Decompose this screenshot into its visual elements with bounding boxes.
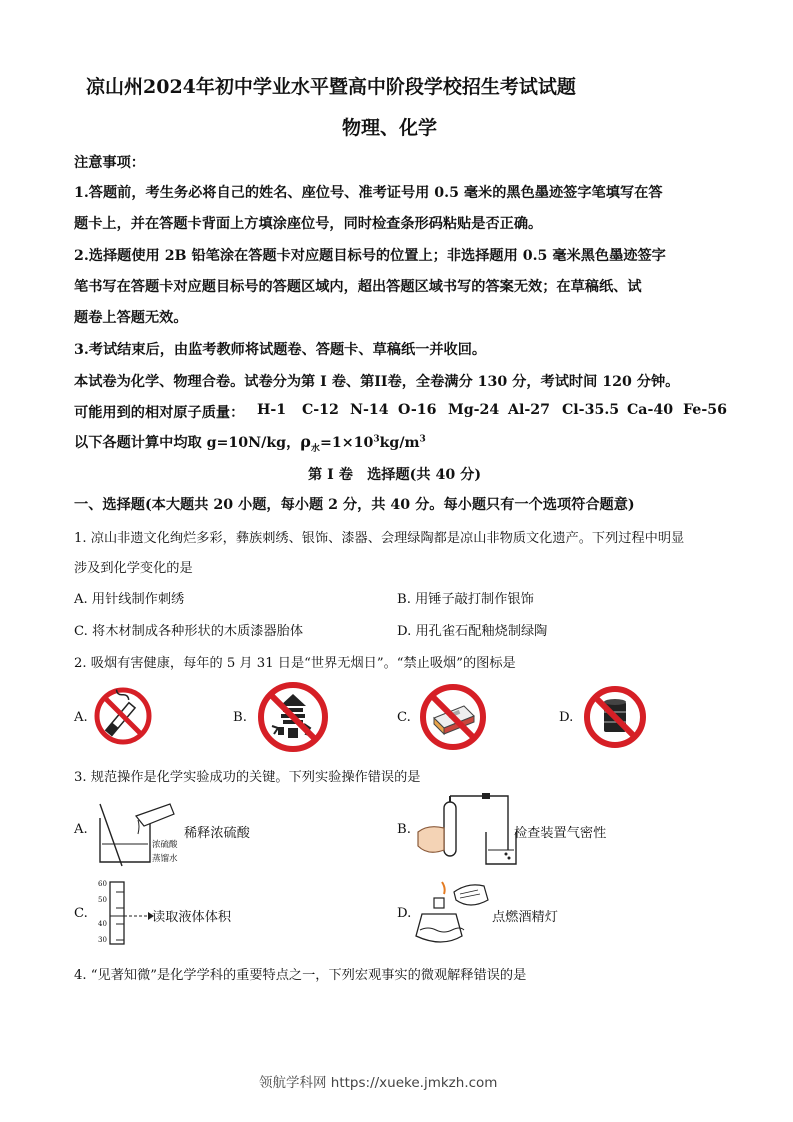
notice-line: 题卡上，并在答题卡背面上方填涂座位号，同时检查条形码粘贴是否正确。 [74, 216, 543, 232]
beaker-label-acid: 浓硫酸 [152, 840, 178, 850]
q2-label-a: A. [74, 710, 88, 725]
q1-option-a: A. 用针线制作刺绣 [74, 592, 185, 607]
section1-heading: 一、选择题(本大题共 20 小题，每小题 2 分，共 40 分。每小题只有一个选项符合题意) [74, 497, 635, 513]
atomic-mass-item: H-1 [257, 402, 287, 418]
rho-exponent: 3 [373, 434, 380, 445]
no-smoking-sign-a [93, 686, 153, 746]
rho-symbol: ρ [300, 432, 311, 451]
q3-caption-d: 点燃酒精灯 [492, 910, 558, 925]
cylinder-tick: 40 [98, 920, 107, 928]
q3-caption-b: 检查装置气密性 [514, 826, 607, 841]
q3-caption-a: 稀释浓硫酸 [184, 826, 250, 841]
q1-stem: 1. 凉山非遗文化绚烂多彩，彝族刺绣、银饰、漆器、会理绿陶都是凉山非物质文化遗产。下列过程中明显 [74, 531, 685, 546]
notice-line: 题卷上答题无效。 [74, 310, 188, 326]
q3-label-d: D. [397, 906, 412, 921]
q2-label-c: C. [397, 710, 411, 725]
rho-unit: kg/m [379, 435, 420, 451]
q1-option-c: C. 将木材制成各种形状的木质漆器胎体 [74, 624, 304, 639]
rho-value: =1×10 [319, 435, 374, 451]
q3-caption-c: 读取液体体积 [152, 910, 232, 925]
beaker-label-water: 蒸馏水 [152, 854, 178, 864]
notice-line: 本试卷为化学、物理合卷。试卷分为第 I 卷、第II卷，全卷满分 130 分，考试时间 120 分钟。 [74, 374, 680, 390]
atomic-mass-item: C-12 [302, 402, 339, 418]
cylinder-tick: 50 [98, 896, 107, 904]
notice-line: 笔书写在答题卡对应题目标号的答题区域内，超出答题区域书写的答案无效；在草稿纸、试 [74, 279, 642, 295]
atomic-mass-item: Fe-56 [683, 402, 727, 418]
q1-option-b: B. 用锤子敲打制作银饰 [397, 592, 534, 607]
q3-label-c: C. [74, 906, 88, 921]
atomic-mass-label: 可能用到的相对原子质量： [74, 405, 245, 421]
rho-subscript: 水 [310, 443, 320, 454]
part1-heading: 第 I 卷 选择题(共 40 分) [308, 467, 482, 483]
page-subtitle: 物理、化学 [342, 117, 438, 139]
notice-heading: 注意事项： [74, 155, 145, 171]
q3-label-a: A. [74, 822, 88, 837]
q2-label-b: B. [233, 710, 247, 725]
notice-line: 3.考试结束后，由监考教师将试题卷、答题卡、草稿纸一并收回。 [74, 342, 487, 358]
no-smoking-sign-d [582, 684, 648, 750]
q3-stem: 3. 规范操作是化学实验成功的关键。下列实验操作错误的是 [74, 770, 421, 785]
q4-stem: 4. “见著知微”是化学学科的重要特点之一，下列宏观事实的微观解释错误的是 [74, 968, 527, 983]
notice-line: 2.选择题使用 2B 铅笔涂在答题卡对应题目标号的位置上；非选择题用 0.5 毫米黑色墨迹签字 [74, 248, 666, 264]
constants-text: 以下各题计算中均取 g=10N/kg， [74, 435, 301, 451]
constants-line [74, 432, 426, 454]
cylinder-tick: 30 [98, 936, 107, 944]
atomic-mass-item: O-16 [398, 402, 437, 418]
airtightness-diagram [412, 792, 522, 872]
atomic-mass-item: Mg-24 [448, 402, 500, 418]
footer-watermark: 领航学科网 https://xueke.jmkzh.com [259, 1075, 498, 1091]
cylinder-tick: 60 [98, 880, 107, 888]
atomic-mass-item: Ca-40 [627, 402, 674, 418]
q3-label-b: B. [397, 822, 411, 837]
q2-label-d: D. [559, 710, 574, 725]
notice-line: 1.答题前，考生务必将自己的姓名、座位号、准考证号用 0.5 毫米的黑色墨迹签字笔填写在答 [74, 185, 663, 201]
atomic-mass-item: N-14 [350, 402, 389, 418]
rho-unit-exponent: 3 [419, 434, 426, 445]
no-smoking-sign-b [256, 680, 330, 754]
q2-stem: 2. 吸烟有害健康，每年的 5 月 31 日是“世界无烟日”。“禁止吸烟”的图标是 [74, 656, 516, 671]
q1-stem: 涉及到化学变化的是 [74, 561, 193, 576]
page-title: 凉山州2024年初中学业水平暨高中阶段学校招生考试试题 [86, 76, 576, 98]
atomic-mass-item: Cl-35.5 [562, 402, 620, 418]
q1-option-d: D. 用孔雀石配釉烧制绿陶 [397, 624, 548, 639]
atomic-mass-item: Al-27 [508, 402, 551, 418]
alcohol-lamp-diagram [414, 876, 494, 950]
no-smoking-sign-c [418, 682, 488, 752]
